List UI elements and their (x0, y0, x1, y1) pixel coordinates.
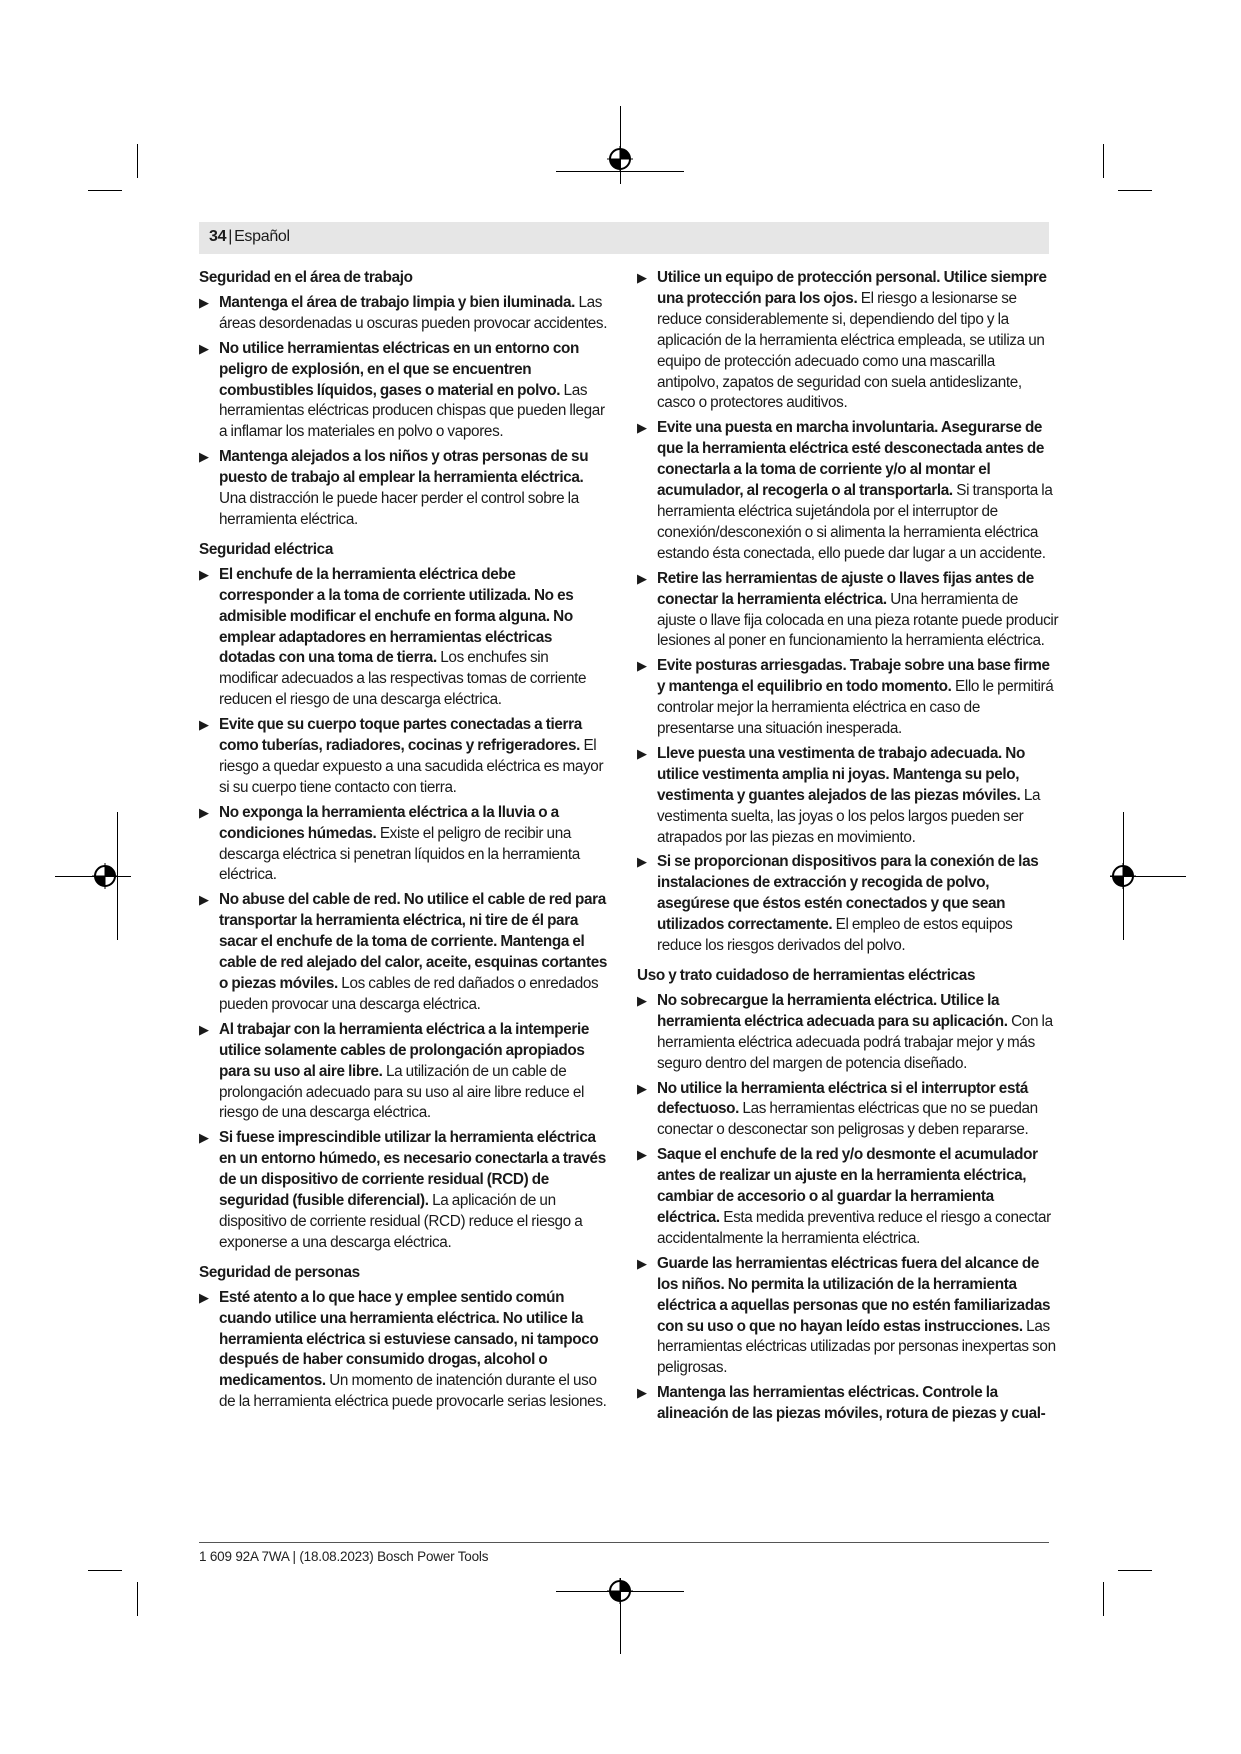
item-text: La aplicación de un dispositivo de corriente residual (RCD) reduce el riesgo a exponerse a una descarga eléctrica. (219, 1192, 583, 1251)
list-item (637, 991, 1059, 1075)
list-item (637, 1079, 1059, 1142)
bullet-arrow-icon: ▶ (199, 340, 209, 356)
footer-text: 1 609 92A 7WA | (18.08.2023) Bosch Power Tools (199, 1549, 489, 1564)
item-text: El riesgo a quedar expuesto a una sacudida eléctrica es mayor si su cuerpo tiene contacto con tierra. (219, 737, 604, 796)
item-heading: Retire las herramientas de ajuste o llaves fijas antes de conectar la herramienta eléctrica. (657, 569, 1034, 608)
bullet-arrow-icon: ▶ (637, 1147, 647, 1163)
item-heading: Evite posturas arriesgadas. Trabaje sobre una base firme y mantenga el equilibrio en todo momento. (657, 657, 1050, 696)
crop-mark (88, 1570, 122, 1571)
list-item (637, 268, 1059, 414)
list-item (199, 890, 609, 1015)
list-item (637, 418, 1059, 564)
item-heading: No utilice herramientas eléctricas en un entorno con peligro de explosión, en el que se encuentren combustibles líquidos, gases o material en polvo. (219, 339, 579, 399)
section-title: Seguridad eléctrica (199, 540, 333, 558)
bullet-arrow-icon: ▶ (637, 420, 647, 436)
header-separator: | (228, 228, 233, 245)
crop-mark (137, 1582, 138, 1616)
item-heading: Al trabajar con la herramienta eléctrica a la intemperie utilice solamente cables de prolongación apropiados para su uso al aire libre. (219, 1020, 590, 1080)
list-item (199, 715, 609, 799)
item-text: La vestimenta suelta, las joyas o los pelos largos pueden ser atrapados por las piezas en movimiento. (657, 786, 1041, 846)
bullet-arrow-icon: ▶ (637, 1255, 647, 1271)
bullet-arrow-icon: ▶ (199, 804, 209, 820)
list-item (199, 339, 609, 444)
footer-rule (199, 1542, 1049, 1543)
item-text: Con la herramienta eléctrica adecuada podrá trabajar mejor y más seguro dentro del margen de potencia diseñado. (657, 1012, 1053, 1072)
item-heading: No exponga la herramienta eléctrica a la lluvia o a condiciones húmedas. (219, 803, 559, 842)
bullet-arrow-icon: ▶ (199, 892, 209, 908)
item-heading: Saque el enchufe de la red y/o desmonte el acumulador antes de realizar un ajuste en la herramienta eléctrica, cambiar de accesorio o al guardar la herramienta eléctrica. (657, 1146, 1038, 1226)
bullet-arrow-icon: ▶ (637, 270, 647, 285)
bullet-arrow-icon: ▶ (199, 566, 209, 582)
bullet-arrow-icon: ▶ (199, 1130, 209, 1146)
item-text: Las herramientas eléctricas producen chispas que pueden llegar a inflamar los materiales en polvo o vapores. (219, 381, 605, 441)
header-language: Español (234, 228, 290, 245)
bullet-arrow-icon: ▶ (199, 294, 209, 310)
item-heading: Si se proporcionan dispositivos para la conexión de las instalaciones de extracción y recogida de polvo, asegúrese que éstos estén conectados y que sean utilizados correctamente. (657, 853, 1039, 934)
item-text: Las áreas desordenadas u oscuras pueden provocar accidentes. (219, 293, 608, 332)
list-item (199, 565, 609, 711)
crop-mark (1103, 144, 1104, 178)
item-text: Existe el peligro de recibir una descarga eléctrica si penetran líquidos en la herramienta eléctrica. (219, 824, 580, 884)
crop-mark (1118, 1570, 1152, 1571)
bullet-arrow-icon: ▶ (199, 1289, 209, 1305)
item-text: Los cables de red dañados o enredados pueden provocar una descarga eléctrica. (219, 975, 599, 1013)
list-item (637, 744, 1059, 849)
list-item (637, 1383, 1059, 1425)
page-header (199, 222, 1049, 254)
section-title: Seguridad de personas (199, 1263, 360, 1281)
item-heading: Lleve puesta una vestimenta de trabajo adecuada. No utilice vestimenta amplia ni joyas. Mantenga su pelo, vestimenta y guantes alejados de las piezas móviles. (657, 744, 1025, 804)
list-item (199, 1020, 609, 1125)
item-text: Una distracción le puede hacer perder el control sobre la herramienta eléctrica. (219, 490, 579, 528)
item-heading: El enchufe de la herramienta eléctrica debe corresponder a la toma de corriente utilizada. No es admisible modificar el enchufe en forma alguna. No emplear adaptadores en herramientas eléctricas dotadas con una toma de tierra. (219, 565, 574, 667)
item-heading: No utilice la herramienta eléctrica si el interruptor está defectuoso. (657, 1079, 1029, 1118)
bullet-arrow-icon: ▶ (199, 717, 209, 733)
bullet-arrow-icon: ▶ (637, 570, 647, 586)
item-text: Ello le permitirá controlar mejor la herramienta eléctrica en caso de presentarse una situación inesperada. (657, 678, 1054, 738)
item-text: El empleo de estos equipos reduce los riesgos derivados del polvo. (657, 916, 1013, 955)
item-text: Un momento de inatención durante el uso de la herramienta eléctrica puede provocarle serias lesiones. (219, 1372, 607, 1411)
list-item (637, 1145, 1059, 1250)
item-heading: Mantenga el área de trabajo limpia y bien iluminada. (219, 293, 576, 311)
right-column (637, 268, 1059, 1429)
list-item (199, 1128, 609, 1253)
crop-mark (1103, 1582, 1104, 1616)
item-text: Una herramienta de ajuste o llave fija colocada en una pieza rotante puede producir lesiones al poner en funcionamiento la herramienta eléctrica. (657, 590, 1059, 650)
item-text: Si transporta la herramienta eléctrica sujetándola por el interruptor de conexión/desconexión o si alimenta la herramienta eléctrica estando ésta conectada, ello puede dar lugar a un accidente. (657, 482, 1053, 562)
crop-mark (137, 144, 138, 178)
list-item (637, 852, 1059, 957)
item-heading: No sobrecargue la herramienta eléctrica. Utilice la herramienta eléctrica adecuada para su aplicación. (657, 991, 1008, 1030)
list-item (637, 656, 1059, 740)
list-item (199, 447, 609, 531)
item-heading: Evite que su cuerpo toque partes conectadas a tierra como tuberías, radiadores, cocinas y refrigeradores. (219, 716, 582, 755)
item-heading: Mantenga las herramientas eléctricas. Controle la alineación de las piezas móviles, rotura de piezas y cual- (657, 1384, 1046, 1423)
page-number: 34 (209, 228, 227, 245)
item-text: La utilización de un cable de prolongación adecuado para su uso al aire libre reduce el riesgo de una descarga eléctrica. (219, 1062, 585, 1122)
crop-mark (1118, 190, 1152, 191)
bullet-arrow-icon: ▶ (637, 745, 647, 761)
item-text: Esta medida preventiva reduce el riesgo a conectar accidentalmente la herramienta eléctrica. (657, 1208, 1051, 1247)
registration-target-icon (607, 1578, 633, 1604)
registration-target-icon (92, 863, 118, 889)
header-text (209, 228, 290, 246)
item-text: Las herramientas eléctricas que no se puedan conectar o desconectar son peligrosas y deben repararse. (657, 1100, 1038, 1139)
bullet-arrow-icon: ▶ (637, 658, 647, 674)
item-heading: Mantenga alejados a los niños y otras personas de su puesto de trabajo al emplear la herramienta eléctrica. (219, 448, 589, 487)
item-heading: No abuse del cable de red. No utilice el cable de red para transportar la herramienta eléctrica, ni tire de él para sacar el enchufe de la toma de corriente. Mantenga el cable de red alejado del calor, aceite, esquinas cortantes o piezas móviles. (219, 891, 608, 992)
item-heading: Si fuese imprescindible utilizar la herramienta eléctrica en un entorno húmedo, es necesario conectarla a través de un dispositivo de corriente residual (RCD) de seguridad (fusible diferencial). (219, 1129, 606, 1210)
list-item (199, 1288, 609, 1413)
bullet-arrow-icon: ▶ (199, 449, 209, 465)
registration-target-icon (607, 146, 633, 172)
item-text: Las herramientas eléctricas utilizadas por personas inexpertas son peligrosas. (657, 1317, 1056, 1377)
bullet-arrow-icon: ▶ (199, 1021, 209, 1037)
registration-target-icon (1110, 863, 1136, 889)
item-text: El riesgo a lesionarse se reduce considerablemente si, dependiendo del tipo y la aplicación de la herramienta eléctrica empleada, se utiliza un equipo de protección adecuado como una mascarilla antipolvo, zapatos de seguridad con suela antideslizante, casco o protectores auditivos. (657, 289, 1045, 412)
list-item (637, 569, 1059, 653)
bullet-arrow-icon: ▶ (637, 1385, 647, 1401)
bullet-arrow-icon: ▶ (637, 1080, 647, 1096)
item-text: Los enchufes sin modificar adecuados a las respectivas tomas de corriente reducen el riesgo de una descarga eléctrica. (219, 649, 587, 709)
item-heading: Guarde las herramientas eléctricas fuera del alcance de los niños. No permita la utilización de la herramienta eléctrica a aquellas personas que no estén familiarizadas con su uso o que no hayan leído estas instrucciones. (657, 1254, 1051, 1335)
registration-line (620, 106, 621, 184)
left-column (199, 268, 609, 1417)
list-item (199, 803, 609, 887)
item-heading: Evite una puesta en marcha involuntaria. Asegurarse de que la herramienta eléctrica esté desconectada antes de conectarla a la toma de corriente y/o al montar el acumulador, al recogerla o al transportarla. (657, 419, 1045, 500)
item-heading: Utilice un equipo de protección personal. Utilice siempre una protección para los ojos. (657, 269, 1047, 307)
section-title: Uso y trato cuidadoso de herramientas eléctricas (637, 967, 976, 984)
item-heading: Esté atento a lo que hace y emplee sentido común cuando utilice una herramienta eléctrica. No utilice la herramienta eléctrica si estuviese cansado, ni tampoco después de haber consumido drogas, alcohol o medicamentos. (219, 1288, 599, 1390)
section-title: Seguridad en el área de trabajo (199, 269, 413, 286)
list-item (199, 293, 609, 335)
bullet-arrow-icon: ▶ (637, 992, 647, 1008)
bullet-arrow-icon: ▶ (637, 854, 647, 870)
list-item (637, 1254, 1059, 1379)
crop-mark (88, 190, 122, 191)
